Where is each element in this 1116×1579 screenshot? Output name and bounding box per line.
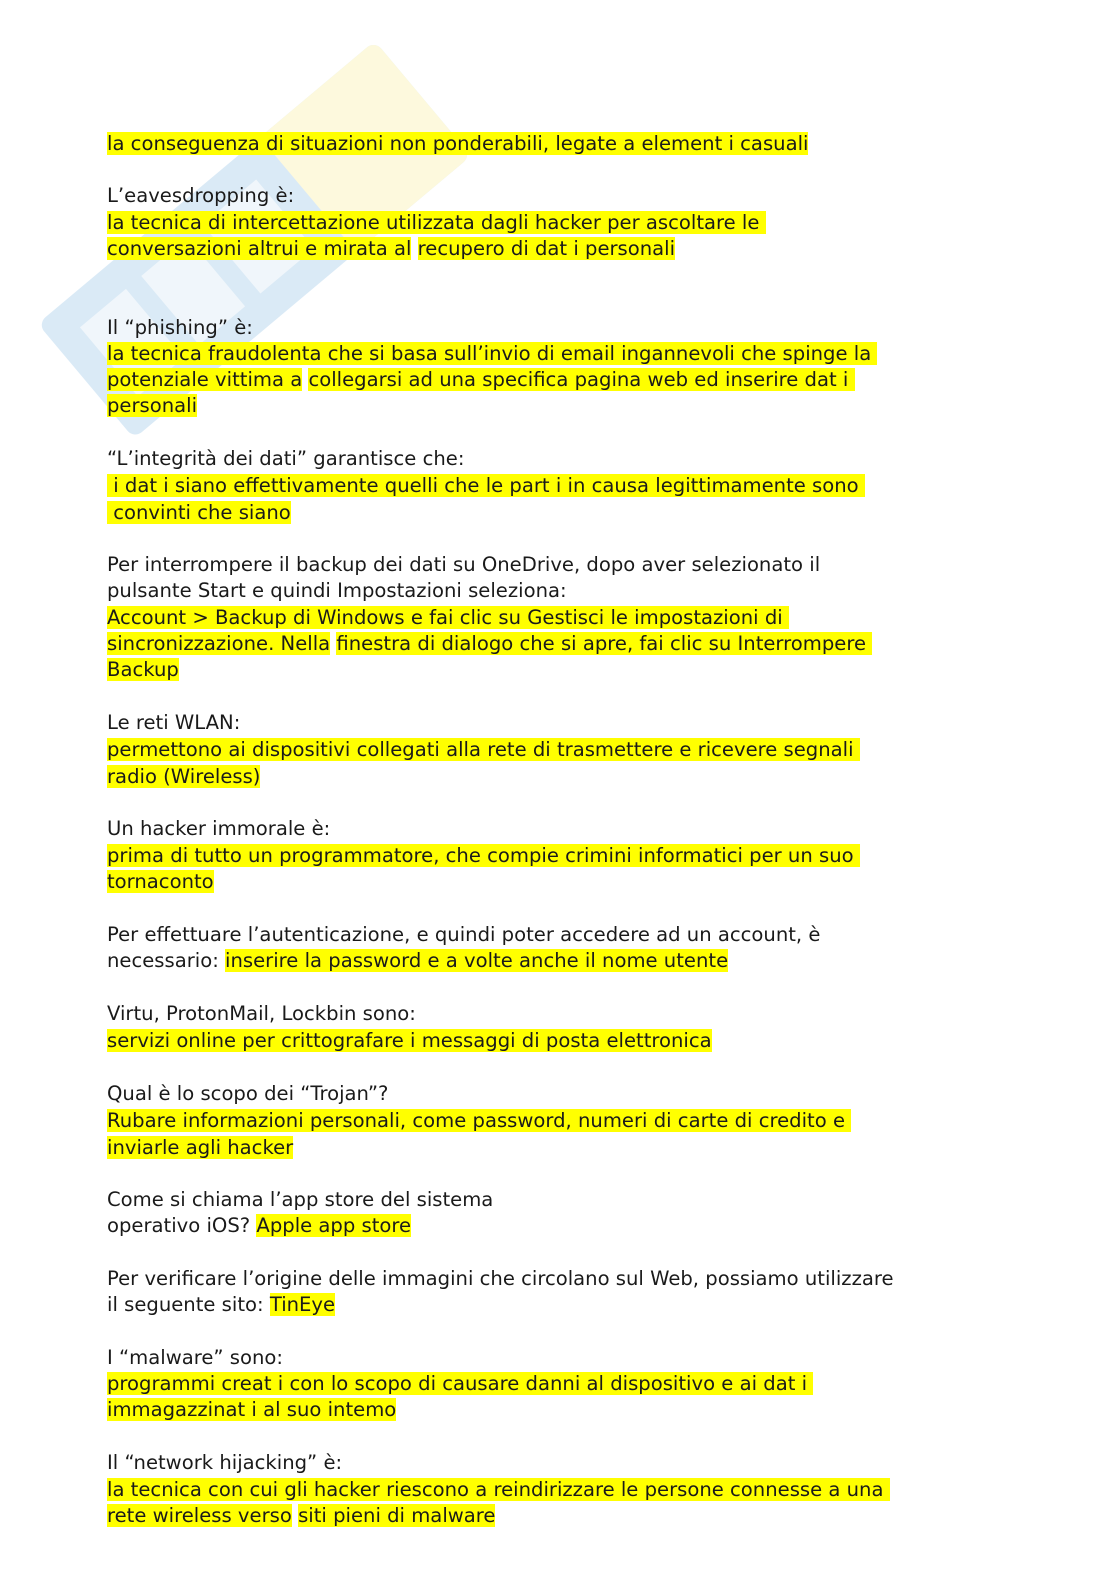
text-line (107, 844, 860, 868)
text-line (107, 368, 855, 392)
text-line (107, 1451, 342, 1475)
text-line (107, 394, 197, 418)
highlighted-answer-text: radio (Wireless) (107, 765, 261, 788)
highlighted-answer-text: Rubare informazioni personali, come password, numeri di carte di credito e (107, 1109, 852, 1132)
text-line (107, 1109, 851, 1133)
question-text (411, 237, 417, 260)
highlighted-answer-text: inviarle agli hacker (107, 1136, 294, 1159)
highlighted-answer-text: convinti che siano (107, 501, 291, 524)
text-line (107, 553, 820, 577)
text-line (107, 1214, 411, 1238)
highlighted-answer-text: programmi creat i con lo scopo di causare danni al dispositivo e ai dat i (107, 1372, 814, 1395)
text-line (107, 501, 291, 525)
text-line (107, 1478, 890, 1502)
text-line (107, 765, 260, 789)
highlighted-answer-text: recupero di dat i personali (417, 237, 676, 260)
text-line (107, 1029, 712, 1053)
highlighted-answer-text: servizi online per crittografare i messaggi di posta elettronica (107, 1029, 712, 1052)
question-text: operativo iOS? (107, 1214, 257, 1237)
highlighted-answer-text: personali (107, 394, 198, 417)
highlighted-answer-text: Backup (107, 658, 179, 681)
text-line (107, 949, 728, 973)
text-line (107, 1293, 335, 1317)
question-text: Per effettuare l’autenticazione, e quindi poter accedere ad un account, è (107, 923, 821, 946)
highlighted-answer-text: prima di tutto un programmatore, che compie crimini informatici per un suo (107, 844, 860, 867)
text-line (107, 606, 789, 630)
question-text: Per verificare l’origine delle immagini che circolano sul Web, possiamo utilizzare (107, 1267, 894, 1290)
text-line (107, 1398, 396, 1422)
text-line (107, 1082, 388, 1106)
question-text: Qual è lo scopo dei “Trojan”? (107, 1082, 389, 1105)
question-text: Il “network hijacking” è: (107, 1451, 343, 1474)
question-text: “L’integrità dei dati” garantisce che: (107, 447, 465, 470)
highlighted-answer-text: inserire la password e a volte anche il nome utente (225, 949, 729, 972)
text-line (107, 184, 294, 208)
highlighted-answer-text: Account > Backup di Windows e fai clic su Gestisci le impostazioni di (107, 606, 789, 629)
highlighted-answer-text: la tecnica di intercettazione utilizzata dagli hacker per ascoltare le (107, 211, 766, 234)
question-text: L’eavesdropping è: (107, 184, 295, 207)
text-line (107, 211, 766, 235)
text-line (107, 474, 865, 498)
text-line (107, 579, 567, 603)
question-text: I “malware” sono: (107, 1346, 283, 1369)
highlighted-answer-text: siti pieni di malware (298, 1504, 496, 1527)
text-line (107, 1346, 283, 1370)
text-line (107, 632, 872, 656)
text-line (107, 711, 240, 735)
highlighted-answer-text: collegarsi ad una specifica pagina web ed inserire dat i (308, 368, 855, 391)
question-text: Come si chiama l’app store del sistema (107, 1188, 494, 1211)
highlighted-answer-text: permettono ai dispositivi collegati alla rete di trasmettere e ricevere segnali (107, 738, 860, 761)
highlighted-answer-text: immagazzinat i al suo intemo (107, 1398, 397, 1421)
text-line (107, 1136, 293, 1160)
highlighted-answer-text: potenziale vittima a (107, 368, 303, 391)
highlighted-answer-text: la tecnica fraudolenta che si basa sull’invio di email ingannevoli che spinge la (107, 342, 878, 365)
answer-line (107, 132, 808, 156)
highlighted-answer-text: la conseguenza di situazioni non ponderabili, legate a element i casuali (107, 132, 809, 155)
text-line (107, 1002, 416, 1026)
text-line (107, 738, 860, 762)
question-text: Le reti WLAN: (107, 711, 241, 734)
text-line (107, 1188, 493, 1212)
question-text: Virtu, ProtonMail, Lockbin sono: (107, 1002, 416, 1025)
text-line (107, 237, 675, 261)
question-text: necessario: (107, 949, 226, 972)
text-line (107, 316, 253, 340)
question-text: Il “phishing” è: (107, 316, 253, 339)
text-line (107, 342, 877, 366)
highlighted-answer-text: la tecnica con cui gli hacker riescono a reindirizzare le persone connesse a una (107, 1478, 890, 1501)
question-text: pulsante Start e quindi Impostazioni seleziona: (107, 579, 567, 602)
highlighted-answer-text: conversazioni altrui e mirata al (107, 237, 412, 260)
question-text: Per interrompere il backup dei dati su OneDrive, dopo aver selezionato il (107, 553, 821, 576)
highlighted-answer-text: i dat i siano effettivamente quelli che le part i in causa legittimamente sono (107, 474, 865, 497)
text-line (107, 447, 464, 471)
highlighted-answer-text: tornaconto (107, 870, 214, 893)
highlighted-answer-text: TinEye (269, 1293, 336, 1316)
highlighted-answer-text: sincronizzazione. Nella (107, 632, 331, 655)
highlighted-answer-text: Apple app store (256, 1214, 412, 1237)
highlighted-answer-text: rete wireless verso (107, 1504, 292, 1527)
text-line (107, 1267, 894, 1291)
highlighted-answer-text: finestra di dialogo che si apre, fai clic su Interrompere (336, 632, 873, 655)
text-line (107, 870, 214, 894)
text-line (107, 1504, 495, 1528)
text-line (107, 1372, 813, 1396)
question-text: il seguente sito: (107, 1293, 270, 1316)
text-line (107, 923, 820, 947)
text-line (107, 658, 179, 682)
text-line (107, 817, 330, 841)
question-text: Un hacker immorale è: (107, 817, 331, 840)
